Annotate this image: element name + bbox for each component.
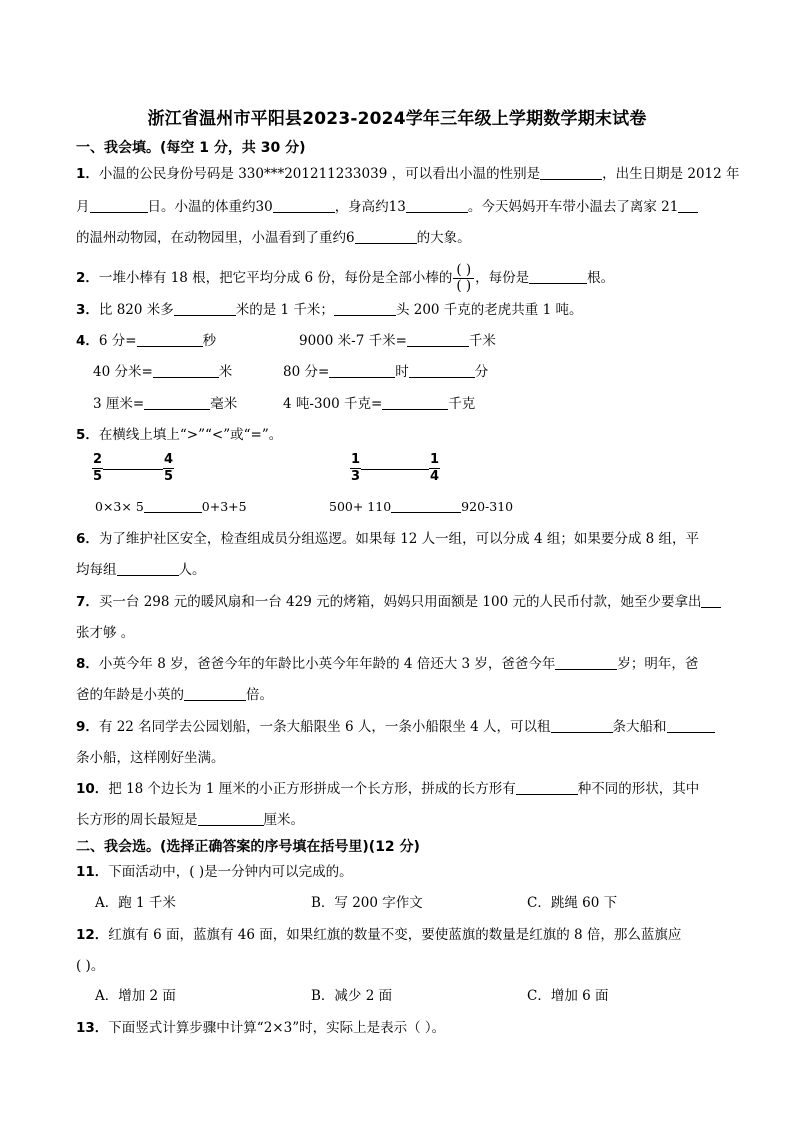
answer-blank[interactable] — [153, 362, 219, 378]
option-11-a[interactable]: A．跑 1 千米 — [95, 895, 176, 911]
question-1-line-1: 1．小温的公民身份号码是 330***201211233039 ，可以看出小温的性别是 ，出生日期是 2012 年 — [76, 166, 740, 182]
question-7-line-2: 张才够 。 — [76, 625, 135, 641]
question-1-line-2: 月 日。小温的体重约30 ，身高约13 。今天妈妈开车带小温去了离家 21 — [76, 197, 698, 217]
question-4-row-2-right: 80 分= 时 分 — [283, 364, 489, 380]
question-1-line-3: 的温州动物园，在动物园里，小温看到了重约6 的大象。 — [76, 230, 471, 246]
fraction-blank[interactable]: $\frac{( )}{( )}$ — [453, 263, 474, 294]
answer-blank[interactable] — [551, 717, 613, 733]
answer-blank[interactable] — [409, 362, 475, 378]
answer-blank[interactable] — [406, 197, 468, 213]
option-12-b[interactable]: B．减少 2 面 — [311, 988, 393, 1004]
compare-blank[interactable] — [144, 497, 202, 513]
question-5-compare-3: 0×3× 5 0+3+5 — [95, 499, 247, 514]
fraction: $\frac{2}{5}$ — [93, 452, 103, 484]
answer-blank[interactable] — [329, 362, 395, 378]
question-4-row-2: 40 分米= 米 — [93, 364, 233, 380]
answer-blank[interactable] — [667, 717, 715, 733]
question-7-line-1: 7．买一台 298 元的暖风扇和一台 429 元的烤箱，妈妈只用面额是 100 元的人民币付款，她至少要拿出 — [76, 592, 721, 612]
answer-blank[interactable] — [407, 331, 469, 347]
question-5-compare-4: 500+ 110 920-310 — [329, 499, 514, 514]
question-13: 13．下面竖式计算步骤中计算“2×3”时，实际上是表示（ ）。 — [76, 1020, 446, 1036]
question-8-line-2: 爸的年龄是小英的 倍。 — [76, 687, 273, 703]
page-title: 浙江省温州市平阳县2023-2024学年三年级上学期数学期末试卷 — [147, 109, 647, 129]
answer-blank[interactable] — [273, 197, 335, 213]
question-6-line-1: 6．为了维护社区安全，检查组成员分组巡逻。如果每 12 人一组，可以分成 4 组；如果要分成 8 组，平 — [76, 531, 700, 547]
question-8-line-1: 8．小英今年 8 岁，爸爸今年的年龄比小英今年年龄的 4 倍还大 3 岁，爸爸今年 岁；明年，爸 — [76, 656, 699, 672]
question-4-row-3: 3 厘米= 毫米 — [93, 396, 238, 412]
question-3: 3．比 820 米多 米的是 1 千米； 头 200 千克的老虎共重 1 吨。 — [76, 302, 583, 318]
answer-blank[interactable] — [529, 268, 587, 284]
section-1-heading: 一、我会填。(每空 1 分，共 30 分) — [76, 140, 306, 156]
question-5-compare-1 — [92, 452, 174, 485]
question-12-line-1: 12．红旗有 6 面，蓝旗有 46 面，如果红旗的数量不变，要使蓝旗的数量是红旗的 8 倍，那么蓝旗应 — [76, 927, 682, 943]
question-4-row-1-right: 9000 米-7 千米= 千米 — [299, 333, 496, 349]
answer-blank[interactable] — [198, 810, 264, 826]
answer-blank[interactable] — [90, 197, 148, 213]
option-12-c[interactable]: C．增加 6 面 — [527, 988, 609, 1004]
question-4-row-1: 4．6 分= 秒 — [76, 333, 217, 349]
fraction: $\frac{1}{4}$ — [430, 452, 440, 484]
question-9-line-2: 条小船，这样刚好坐满。 — [76, 750, 225, 766]
answer-blank[interactable] — [516, 779, 578, 795]
answer-blank[interactable] — [174, 300, 236, 316]
answer-blank[interactable] — [184, 685, 246, 701]
question-2: 2．一堆小棒有 18 根，把它平均分成 6 份，每份是全部小棒的 $\frac{( )}{( )}$ ，每份是 根。 — [76, 262, 615, 294]
answer-blank[interactable] — [117, 560, 179, 576]
compare-blank[interactable] — [361, 457, 429, 470]
question-5: 5．在横线上填上“>”“<”或“=”。 — [76, 427, 283, 443]
answer-blank[interactable] — [540, 164, 602, 180]
question-5-compare-2 — [350, 452, 440, 485]
answer-blank[interactable] — [355, 228, 417, 244]
fraction: $\frac{1}{3}$ — [351, 452, 361, 484]
answer-blank[interactable] — [701, 592, 721, 608]
question-11: 11．下面活动中，( )是一分钟内可以完成的。 — [76, 864, 353, 880]
option-12-a[interactable]: A．增加 2 面 — [95, 988, 176, 1004]
question-6-line-2: 均每组 人。 — [76, 562, 206, 578]
compare-blank[interactable] — [103, 457, 163, 470]
answer-blank[interactable] — [382, 394, 448, 410]
option-11-c[interactable]: C．跳绳 60 下 — [527, 895, 618, 911]
answer-blank[interactable] — [334, 300, 396, 316]
answer-blank[interactable] — [137, 331, 203, 347]
question-4-row-3-right: 4 吨-300 千克= 千克 — [283, 396, 476, 412]
question-12-line-2: ( )。 — [76, 958, 105, 974]
fraction: $\frac{4}{5}$ — [164, 452, 174, 484]
question-10-line-1: 10．把 18 个边长为 1 厘米的小正方形拼成一个长方形，拼成的长方形有 种不同的形状，其中 — [76, 781, 700, 797]
answer-blank[interactable] — [144, 394, 210, 410]
compare-blank[interactable] — [391, 497, 461, 513]
option-11-b[interactable]: B．写 200 字作文 — [311, 895, 423, 911]
answer-blank[interactable] — [555, 654, 617, 670]
question-10-line-2: 长方形的周长最短是 厘米。 — [76, 812, 304, 828]
question-9-line-1: 9．有 22 名同学去公园划船，一条大船限坐 6 人，一条小船限坐 4 人，可以租 条大船和 — [76, 717, 715, 737]
section-2-heading: 二、我会选。(选择正确答案的序号填在括号里)(12 分) — [76, 839, 420, 855]
answer-blank[interactable] — [678, 197, 698, 213]
